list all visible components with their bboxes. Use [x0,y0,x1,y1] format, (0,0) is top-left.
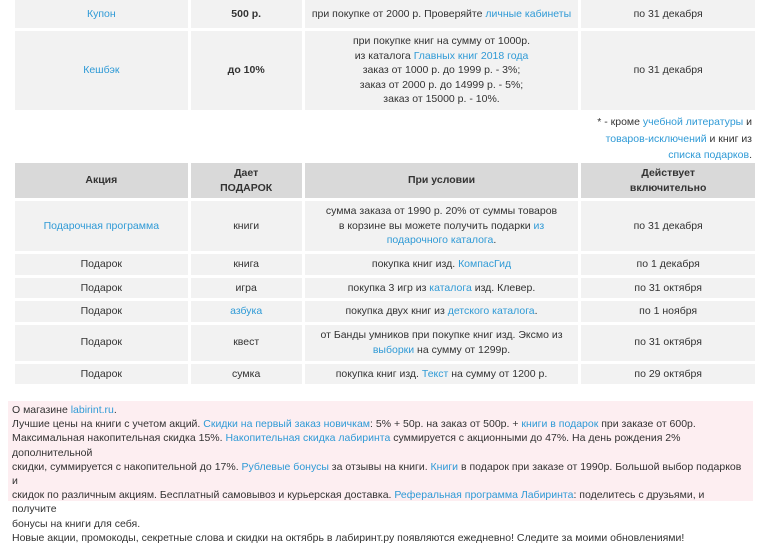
gift-books-link[interactable]: книги в подарок [521,418,599,431]
info-text: скидок по различным акциям. Бесплатный самовывоз и курьерская доставка. [12,489,395,502]
valid-cell: по 31 декабря [581,0,755,28]
valid-cell: по 31 декабря [581,201,755,251]
info-text: суммируется с акционными до 47%. На день рождения 2% дополнительной [12,432,681,459]
info-line [12,417,749,431]
gift-cell: книги [191,201,302,251]
condition-text: заказ от 2000 р. до 14999 р. - 5%; [359,78,524,91]
footnote [552,114,752,164]
table-row [15,31,755,110]
tekst-link[interactable]: Текст [421,367,449,380]
gift-cell: книга [191,254,302,275]
excluded-items-link[interactable]: товаров-исключений [605,132,707,145]
condition-text: изд. Клевер. [471,281,536,294]
gift-program-link[interactable]: Подарочная программа [43,219,160,232]
info-text: . [113,404,117,416]
condition-text: сумма заказа от 1990 р. 20% от суммы товаров [325,205,558,218]
header-gift-l1: Дает [234,167,259,179]
footnote-text: . [749,149,752,161]
cumulative-discount-link[interactable]: Накопительная скидка лабиринта [225,432,391,445]
valid-cell: по 1 ноября [581,301,755,322]
table-row [15,364,755,385]
header-valid-l1: Действует [641,167,695,179]
kompasgid-link[interactable]: КомпасГид [458,258,512,270]
condition-cell [305,278,579,299]
condition-text: . [493,234,497,247]
condition-cell [305,254,579,275]
valid-cell: по 29 октября [581,364,755,385]
ruble-bonuses-link[interactable]: Рублевые бонусы [241,460,329,473]
amount-cell: до 10% [191,31,302,110]
info-text: за отзывы на книги. [328,460,431,473]
info-line [12,403,749,417]
valid-cell: по 31 октября [581,278,755,299]
condition-text: покупка двух книг из [345,305,448,317]
gift-cell [191,301,302,322]
labirint-link[interactable]: labirint.ru [70,404,114,416]
condition-text: в корзине вы можете получить подарки [338,219,534,232]
gift-table [12,160,758,387]
azbuka-link[interactable]: азбука [230,305,263,317]
table-row [15,0,755,28]
main-books-2018-link[interactable]: Главных книг 2018 года [413,49,529,62]
selection-link[interactable]: выборки [372,343,415,356]
condition-cell [305,325,579,361]
info-text: : поделитесь с друзьями, и получите [12,489,705,516]
educational-literature-link[interactable]: учебной литературы [642,116,744,128]
condition-cell [305,201,579,251]
condition-text: на сумму от 1200 р. [448,367,548,380]
table-row [15,325,755,361]
condition-cell [305,301,579,322]
action-cell: Подарок [15,254,188,275]
footnote-text: * - кроме [597,116,643,128]
header-action: Акция [15,163,188,198]
condition-text: заказ от 15000 р. - 10%. [383,93,500,105]
action-cell [15,0,188,28]
action-link[interactable]: Кешбэк [83,64,120,76]
table-row [15,254,755,275]
personal-accounts-link[interactable]: личные кабинеты [485,7,572,20]
info-line [12,488,749,516]
table-row [15,301,755,322]
condition-text: заказ от 1000 р. до 1999 р. - 3%; [362,64,521,76]
action-cell: Подарок [15,301,188,322]
footnote-text: и книг из [706,132,752,145]
action-cell [15,201,188,251]
condition-cell [305,0,579,28]
header-valid [581,163,755,198]
valid-cell: по 31 октября [581,325,755,361]
books-gift-link[interactable]: Книги [430,460,459,473]
info-line: Новые акции, промокоды, секретные слова и скидки на октябрь в лабиринт.ру появляются ежедневно! Следите за моими обновлениями! [12,531,685,544]
info-line [12,431,749,459]
header-valid-l2: включительно [629,181,707,194]
info-text: скидки, суммируется с накопительной до 17%. [12,460,242,473]
promo-table-top [12,0,758,113]
table-row [15,278,755,299]
condition-text: покупка 3 игр из [347,281,430,294]
condition-text: из каталога [354,49,414,62]
amount-cell: 500 р. [191,0,302,28]
condition-text: покупка книг изд. [371,258,459,270]
table-row [15,201,755,251]
gift-list-link[interactable]: списка подарков [668,149,750,161]
valid-cell: по 1 декабря [581,254,755,275]
condition-text: при покупке книг на сумму от 1000р. [352,35,531,47]
valid-cell: по 31 декабря [581,31,755,110]
header-gift [191,163,302,198]
gift-cell: сумка [191,364,302,385]
info-text: Максимальная накопительная скидка 15%. [12,432,226,445]
condition-text: при покупке от 2000 р. Проверяйте [311,7,486,20]
info-text: : 5% + 50р. на заказ от 500р. + [370,418,522,431]
info-line [12,460,749,488]
footnote-text: и [743,116,752,128]
condition-text: на сумму от 1299р. [414,343,511,356]
first-order-discount-link[interactable]: Скидки на первый заказ новичкам [203,418,371,431]
info-text: О магазине [12,404,71,416]
header-gift-l2: ПОДАРОК [220,181,273,194]
store-info-box [8,401,753,544]
table-header-row [15,163,755,198]
action-link[interactable]: Купон [86,7,116,20]
action-cell: Подарок [15,364,188,385]
action-cell [15,31,188,110]
catalog-link[interactable]: каталога [429,281,472,294]
condition-text: от Банды умников при покупке книг изд. Эксмо из [320,329,563,341]
kids-catalog-link[interactable]: детского каталога [447,305,535,317]
condition-text: . [534,305,538,317]
gift-catalog-link[interactable]: подарочного каталога [386,234,494,247]
gift-cell: игра [191,278,302,299]
condition-text: покупка книг изд. [335,367,422,380]
referral-program-link[interactable]: Реферальная программа Лабиринта [394,489,574,502]
action-cell: Подарок [15,325,188,361]
condition-cell [305,31,579,110]
info-line: бонусы на книги для себя. [12,517,141,530]
condition-cell [305,364,579,385]
info-text: при заказе от 600р. [598,418,696,431]
gift-catalog-link[interactable]: из [533,219,545,232]
action-cell: Подарок [15,278,188,299]
info-text: Лучшие цены на книги с учетом акций. [12,418,204,431]
info-text: в подарок при заказе от 1990р. Большой выбор подарков и [12,460,742,488]
header-condition: При условии [305,163,579,198]
gift-cell: квест [191,325,302,361]
